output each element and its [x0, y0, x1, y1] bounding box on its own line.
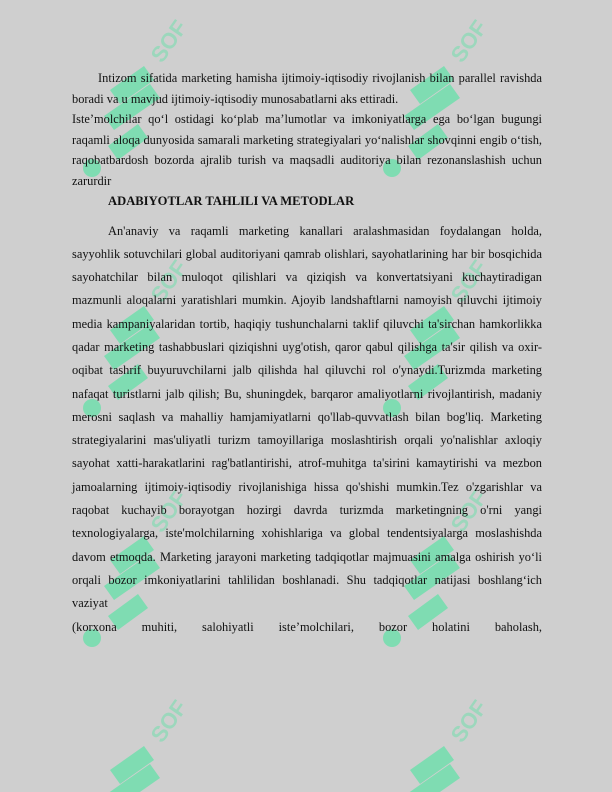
paragraph-body-last-line: (korxona muhiti, salohiyatli iste’molchilari, bozor holatini baholash,: [72, 619, 542, 634]
paragraph-body-text: An'anaviy va raqamli marketing kanallari aralashmasidan foydalangan holda, sayyohlik sotuvchilari global auditoriyani qamrab olishlari, sayohatlarining har bir bosqichida sayohatchilar bilan muloqot qilishlari va qiziqish va konvertatsiyani kuchaytiradigan mazmunli aloqalarni yaratishlari mumkin. Ajoyib landshaftlarni namoyish qiluvchi ijtimoiy media kampaniyalaridan tortib, haqiqiy tushunchalarni taklif qiluvchi ta'sirchan hamkorlikka qadar marketing tashabbuslari qiziqishni uyg'otish, qaror qabul qilishga ta'sir qilish va oxir-oqibat tashrif buyuruvchilarni jalb qilishda hal qiluvchi rol o'ynaydi.Turizmda marketing nafaqat turistlarni jalb qilish; Bu, shuningdek, barqaror amaliyotlarni rivojlantirish, madaniy merosni saqlash va mahalliy hamjamiyatlarni qo'llab-quvvatlash bilan bog'liq. Marketing strategiyalarini mas'uliyatli turizm tamoyillariga moslashtirish orqali yo'nalishlar axloqiy sayohat xatti-harakatlarini rag'batlantirishi, atrof-muhitga ta'sirini kamaytirishi va mezbon jamoalarning ijtimoiy-iqtisodiy rivojlanishiga hissa qo'shishi mumkin.Tez o'zgarishlar va raqobat kuchayib borayotgan hozirgi davrda turizmda marketingning o'rni yangi texnologiyalarga, iste'molchilarning xohishlariga va global tendentsiyalarga moslashishda davom etmoqda. Marketing jarayoni marketing tadqiqotlar majmuasini amalga oshirish yo‘li orqali bozor imkoniyatlarini tahlilidan boshlanadi. Shu tadqiqotlar natijasi boshlang‘ich vaziyat: [72, 223, 542, 611]
paragraph-intro: Intizom sifatida marketing hamisha ijtimoiy-iqtisodiy rivojlanish bilan parallel ravishda boradi va u mavjud ijtimoiy-iqtisodiy munosabatlarni aks ettiradi.: [72, 71, 542, 106]
paragraph-consumers: Iste’molchilar qo‘l ostidagi ko‘plab ma’lumotlar va imkoniyatlarga ega bo‘lgan bugungi raqamli aloqa dunyosida samarali marketing strategiyalari yo‘nalishlar shovqinni engib o‘tish, raqobatbardosh bozorda ajralib turish va maqsadli auditoriya bilan rezonanslashish uchun zarurdir: [72, 112, 542, 188]
section-heading: ADABIYOTLAR TAHLILI VA METODLAR: [108, 194, 355, 208]
paragraph-body: [72, 220, 542, 639]
document-body: [72, 68, 542, 639]
